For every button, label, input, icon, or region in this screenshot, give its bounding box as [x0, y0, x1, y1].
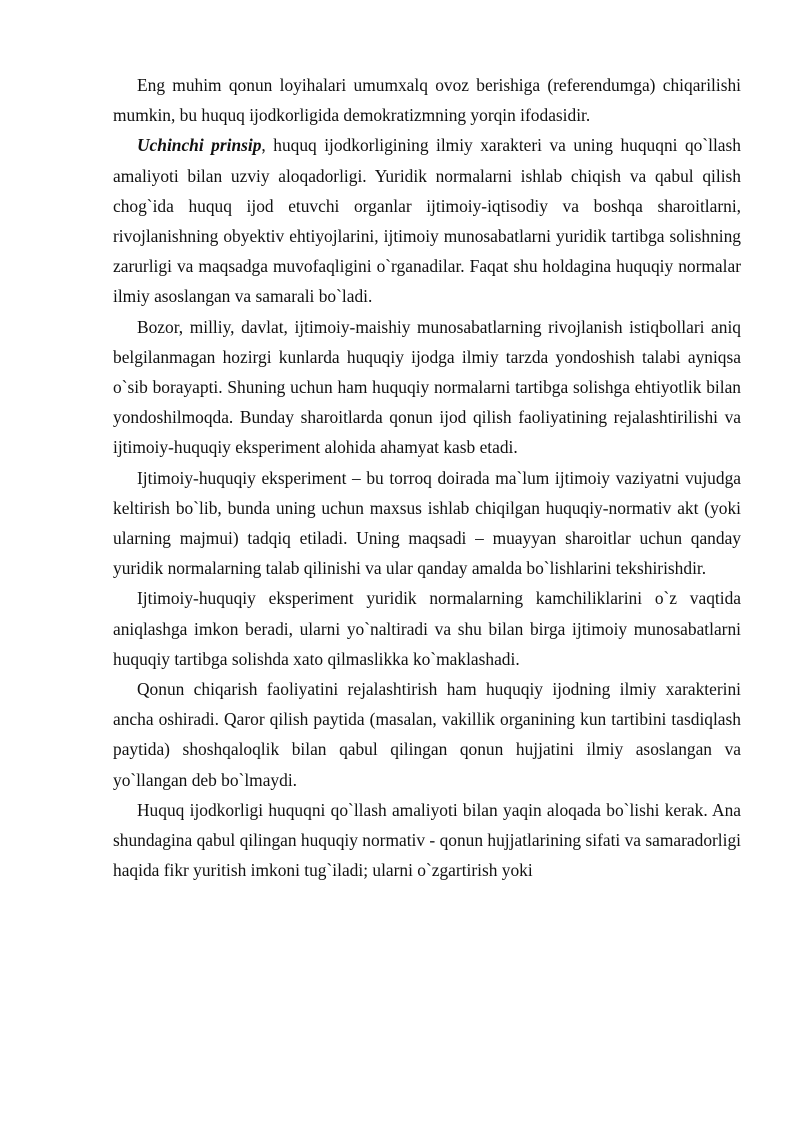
paragraph-text: Eng muhim qonun loyihalari umumxalq ovoz berishiga (referendumga) chiqarilishi mumkin, bu huquq ijodkorligida demokratizmning yorqin ifodasidir.: [113, 75, 741, 126]
paragraph-text: Bozor, milliy, davlat, ijtimoiy-maishiy munosabatlarning rivojlanish istiqbollari aniq belgilanmagan hozirgi kunlarda huquqiy ijodga ilmiy tarzda yondoshish talabi ayniqsa o`sib borayapti. Shuning uchun ham huquqiy normalarni tartibga solishga ehtiyotlik bilan yondoshilmoqda. Bunday sharoitlarda qonun ijod qilish faoliyatining rejalashtirilishi va ijtimoiy-huquqiy eksperiment alohida ahamyat kasb etadi.: [113, 316, 741, 458]
paragraph-planning: [113, 674, 741, 795]
paragraph-practice-link: [113, 795, 741, 886]
paragraph-text: , huquq ijodkorligining ilmiy xarakteri va uning huquqni qo`llash amaliyoti bilan uzviy aloqadorligi. Yuridik normalarni ishlab chiqish va qabul qilish chog`ida huquq ijod etuvchi organlar ijtimoiy-iqtisodiy va boshqa sharoitlarni, rivojlanishning obyektiv ehtiyojlarini, ijtimoiy munosabatlarni yuridik tartibga solishning zarurligi va maqsadga muvofaqligini o`rganadilar. Faqat shu holdagina huquqiy normalar ilmiy asoslangan va samarali bo`ladi.: [113, 135, 741, 307]
paragraph-text: Ijtimoiy-huquqiy eksperiment yuridik normalarning kamchiliklarini o`z vaqtida aniqlashga imkon beradi, ularni yo`naltiradi va shu bilan birga ijtimoiy munosabatlarni huquqiy tartibga solishda xato qilmaslikka ko`maklashadi.: [113, 588, 741, 669]
paragraph-text: Huquq ijodkorligi huquqni qo`llash amaliyoti bilan yaqin aloqada bo`lishi kerak. Ana shundagina qabul qilingan huquqiy normativ - qonun hujjatlarining sifati va samaradorligi haqida fikr yuritish imkoni tug`iladi; ularni o`zgartirish yoki: [113, 799, 741, 881]
paragraph-scientific-approach: [113, 312, 741, 463]
paragraph-experiment-benefits: [113, 583, 741, 674]
paragraph-text: Ijtimoiy-huquqiy eksperiment – bu torroq doirada ma`lum ijtimoiy vaziyatni vujudga keltirish bo`lib, bunda uning uchun maxsus ishlab chiqilgan huquqiy-normativ akt (yoki ularning majmui) tadqiq etiladi. Uning maqsadi – muayyan sharoitlar uchun qanday yuridik normalarning talab qilinishi va ular qanday amalda bo`lishlarini tekshirishdir.: [113, 467, 741, 579]
paragraph-third-principle: [113, 130, 741, 311]
paragraph-experiment-definition: [113, 463, 741, 584]
paragraph-referendum: [113, 70, 741, 130]
paragraph-lead-term: Uchinchi prinsip: [137, 135, 262, 156]
paragraph-text: Qonun chiqarish faoliyatini rejalashtirish ham huquqiy ijodning ilmiy xarakterini ancha oshiradi. Qaror qilish paytida (masalan, vakillik organining kun tartibini tasdiqlash paytida) shoshqaloqlik bilan qabul qilingan qonun hujjatini ilmiy asoslangan va yo`llangan deb bo`lmaydi.: [113, 679, 741, 790]
document-page: [113, 70, 741, 885]
